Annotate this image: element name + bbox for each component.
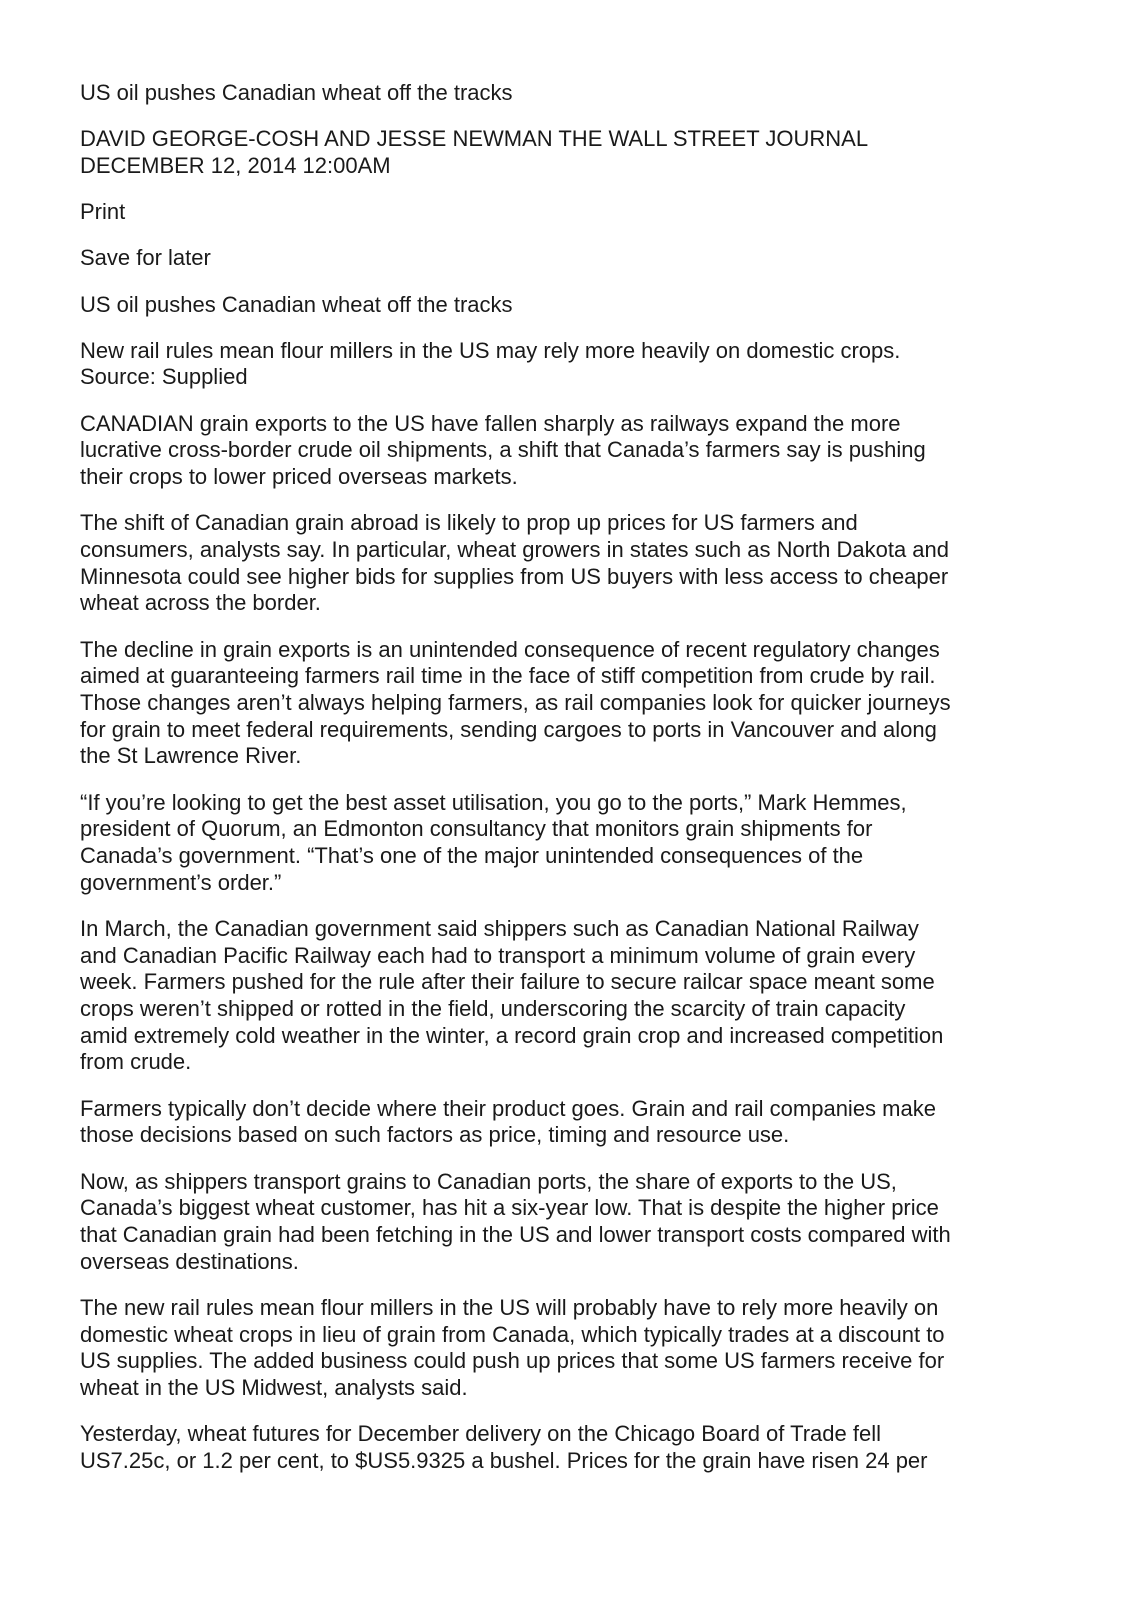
text-line: DAVID GEORGE-COSH AND JESSE NEWMAN THE WALL STREET JOURNAL bbox=[80, 126, 869, 152]
byline bbox=[80, 126, 1080, 179]
text-line: New rail rules mean flour millers in the US may rely more heavily on domestic crops. bbox=[80, 337, 901, 363]
text-line: “If you’re looking to get the best asset utilisation, you go to the ports,” Mark Hemmes, bbox=[80, 789, 907, 815]
body-paragraph bbox=[80, 916, 1080, 1076]
text-line: lucrative cross-border crude oil shipments, a shift that Canada’s farmers say is pushing bbox=[80, 437, 926, 463]
body-paragraph bbox=[80, 637, 1080, 771]
text-line: wheat in the US Midwest, analysts said. bbox=[80, 1374, 468, 1400]
text-line: Source: Supplied bbox=[80, 364, 248, 390]
text-line: amid extremely cold weather in the winter, a record grain crop and increased competition bbox=[80, 1022, 944, 1048]
text-line: their crops to lower priced overseas markets. bbox=[80, 464, 518, 490]
text-line: In March, the Canadian government said shippers such as Canadian National Railway bbox=[80, 915, 919, 941]
text-line: the St Lawrence River. bbox=[80, 743, 302, 769]
text-line[interactable]: Save for later bbox=[80, 245, 211, 271]
text-line: president of Quorum, an Edmonton consultancy that monitors grain shipments for bbox=[80, 816, 873, 842]
print-link[interactable] bbox=[80, 199, 1080, 226]
headline-repeat bbox=[80, 292, 1080, 319]
text-line[interactable]: Print bbox=[80, 199, 126, 225]
body-paragraph bbox=[80, 411, 1080, 491]
text-line: consumers, analysts say. In particular, wheat growers in states such as North Dakota and bbox=[80, 536, 949, 562]
headline bbox=[80, 80, 1080, 107]
body-paragraph bbox=[80, 1169, 1080, 1276]
text-line: government’s order.” bbox=[80, 869, 282, 895]
body-paragraph bbox=[80, 510, 1080, 617]
text-line: domestic wheat crops in lieu of grain from Canada, which typically trades at a discount to bbox=[80, 1321, 945, 1347]
text-line: Those changes aren’t always helping farmers, as rail companies look for quicker journeys bbox=[80, 689, 951, 715]
text-line: US7.25c, or 1.2 per cent, to $US5.9325 a bushel. Prices for the grain have risen 24 per bbox=[80, 1447, 928, 1473]
text-line: Canada’s government. “That’s one of the major unintended consequences of the bbox=[80, 842, 864, 868]
text-line: and Canadian Pacific Railway each had to transport a minimum volume of grain every bbox=[80, 942, 916, 968]
text-line: week. Farmers pushed for the rule after their failure to secure railcar space meant some bbox=[80, 969, 935, 995]
text-line: The decline in grain exports is an unintended consequence of recent regulatory changes bbox=[80, 636, 940, 662]
text-line: US supplies. The added business could push up prices that some US farmers receive for bbox=[80, 1348, 945, 1374]
text-line: Minnesota could see higher bids for supplies from US buyers with less access to cheaper bbox=[80, 563, 949, 589]
text-line: Farmers typically don’t decide where their product goes. Grain and rail companies make bbox=[80, 1095, 936, 1121]
text-line: aimed at guaranteeing farmers rail time in the face of stiff competition from crude by rail. bbox=[80, 663, 936, 689]
text-line: Canada’s biggest wheat customer, has hit a six-year low. That is despite the higher price bbox=[80, 1195, 939, 1221]
text-line: CANADIAN grain exports to the US have fallen sharply as railways expand the more bbox=[80, 410, 901, 436]
text-line: US oil pushes Canadian wheat off the tracks bbox=[80, 291, 513, 317]
body-paragraph bbox=[80, 1096, 1080, 1149]
text-line: US oil pushes Canadian wheat off the tracks bbox=[80, 80, 513, 105]
body-paragraph bbox=[80, 790, 1080, 897]
text-line: that Canadian grain had been fetching in the US and lower transport costs compared with bbox=[80, 1221, 951, 1247]
text-line: Yesterday, wheat futures for December delivery on the Chicago Board of Trade fell bbox=[80, 1421, 881, 1447]
text-line: wheat across the border. bbox=[80, 590, 321, 616]
text-line: for grain to meet federal requirements, sending cargoes to ports in Vancouver and along bbox=[80, 716, 937, 742]
text-line: overseas destinations. bbox=[80, 1248, 299, 1274]
text-line: DECEMBER 12, 2014 12:00AM bbox=[80, 152, 391, 178]
body-paragraph bbox=[80, 1295, 1080, 1402]
text-line: from crude. bbox=[80, 1049, 192, 1075]
body-paragraph bbox=[80, 1421, 1080, 1474]
text-line: Now, as shippers transport grains to Canadian ports, the share of exports to the US, bbox=[80, 1168, 897, 1194]
text-line: crops weren’t shipped or rotted in the field, underscoring the scarcity of train capacity bbox=[80, 995, 906, 1021]
save-for-later-link[interactable] bbox=[80, 245, 1080, 272]
image-caption bbox=[80, 338, 1080, 391]
text-line: those decisions based on such factors as price, timing and resource use. bbox=[80, 1122, 790, 1148]
text-line: The shift of Canadian grain abroad is likely to prop up prices for US farmers and bbox=[80, 510, 858, 536]
text-line: The new rail rules mean flour millers in the US will probably have to rely more heavily on bbox=[80, 1294, 939, 1320]
article bbox=[80, 80, 1080, 1494]
